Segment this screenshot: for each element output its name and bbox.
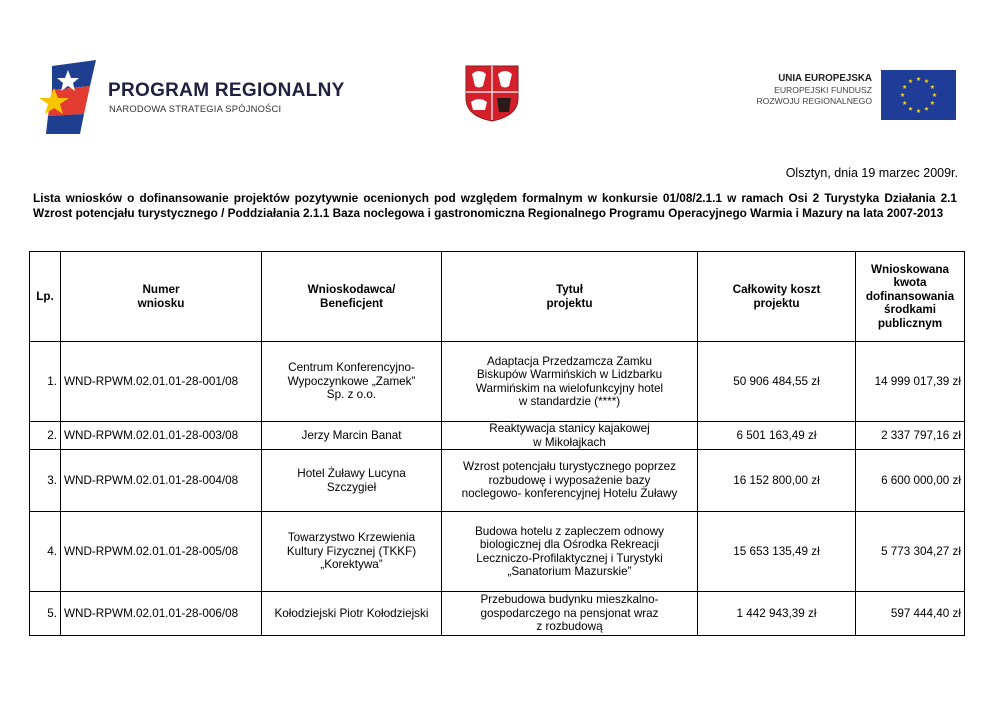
header-beneficjent: Wnioskodawca/ Beneficjent <box>262 252 442 342</box>
table-row <box>30 342 965 422</box>
program-regionalny-logo <box>38 56 378 136</box>
cell-numer: WND-RPWM.02.01.01-28-001/08 <box>61 342 262 422</box>
cell-kwota: 6 600 000,00 zł <box>856 450 965 512</box>
eu-flag-icon <box>881 70 956 120</box>
cell-koszt: 50 906 484,55 zł <box>698 342 856 422</box>
header-tytul: Tytuł projektu <box>442 252 698 342</box>
cell-tytul: Adaptacja Przedzamcza Zamku Biskupów Warmińskich w Lidzbarku Warmińskim na wielofunkcyjny hotel w standardzie (****) <box>442 342 698 422</box>
table-header-row <box>30 252 965 342</box>
cell-tytul: Przebudowa budynku mieszkalno- gospodarczego na pensjonat wraz z rozbudową <box>442 592 698 636</box>
header-kwota: Wnioskowana kwota dofinansowania środkami publicznym <box>856 252 965 342</box>
cell-beneficjent: Centrum Konferencyjno- Wypoczynkowe „Zamek” Sp. z o.o. <box>262 342 442 422</box>
eu-name: UNIA EUROPEJSKA <box>778 73 872 84</box>
table-row <box>30 422 965 450</box>
cell-lp: 4. <box>30 512 61 592</box>
program-subtitle: NARODOWA STRATEGIA SPÓJNOŚCI <box>109 103 282 114</box>
cell-koszt: 6 501 163,49 zł <box>698 422 856 450</box>
cell-beneficjent: Towarzystwo Krzewienia Kultury Fizycznej (TKKF) „Korektywa” <box>262 512 442 592</box>
cell-tytul: Reaktywacja stanicy kajakowej w Mikołajkach <box>442 422 698 450</box>
cell-tytul: Wzrost potencjału turystycznego poprzez rozbudowę i wyposażenie bazy noclegowo- konferencyjnej Hotelu Żuławy <box>442 450 698 512</box>
program-star-flag-icon <box>38 56 108 136</box>
document-title: Lista wniosków o dofinansowanie projektów pozytywnie ocenionych pod względem formalnym w konkursie 01/08/2.1.1 w ramach Osi 2 Turystyka Działania 2.1 Wzrost potencjału turystycznego / Poddziałania 2.1.1 Baza noclegowa i gastronomiczna Regionalnego Programu Operacyjnego Warmia i Mazury na lata 2007-2013 <box>33 191 957 220</box>
cell-kwota: 597 444,40 zł <box>856 592 965 636</box>
applications-table <box>29 251 965 636</box>
eu-text <box>756 72 872 107</box>
cell-koszt: 16 152 800,00 zł <box>698 450 856 512</box>
cell-lp: 3. <box>30 450 61 512</box>
cell-tytul: Budowa hotelu z zapleczem odnowy biologicznej dla Ośrodka Rekreacji Leczniczo-Profilaktycznej i Turystyki „Sanatorium Mazurskie” <box>442 512 698 592</box>
cell-lp: 1. <box>30 342 61 422</box>
warmia-mazury-crest-icon <box>463 64 521 122</box>
table-row <box>30 592 965 636</box>
date-line: Olsztyn, dnia 19 marzec 2009r. <box>785 166 958 180</box>
eu-logo-block <box>720 70 960 122</box>
cell-kwota: 14 999 017,39 zł <box>856 342 965 422</box>
header-koszt: Całkowity koszt projektu <box>698 252 856 342</box>
eu-fund-line2: ROZWOJU REGIONALNEGO <box>756 96 872 106</box>
cell-numer: WND-RPWM.02.01.01-28-004/08 <box>61 450 262 512</box>
table-row <box>30 450 965 512</box>
program-title: PROGRAM REGIONALNY <box>108 80 345 101</box>
header-numer: Numer wniosku <box>61 252 262 342</box>
cell-kwota: 2 337 797,16 zł <box>856 422 965 450</box>
cell-kwota: 5 773 304,27 zł <box>856 512 965 592</box>
cell-lp: 2. <box>30 422 61 450</box>
cell-numer: WND-RPWM.02.01.01-28-005/08 <box>61 512 262 592</box>
eu-fund-line1: EUROPEJSKI FUNDUSZ <box>774 85 872 95</box>
cell-koszt: 15 653 135,49 zł <box>698 512 856 592</box>
cell-koszt: 1 442 943,39 zł <box>698 592 856 636</box>
cell-beneficjent: Jerzy Marcin Banat <box>262 422 442 450</box>
cell-beneficjent: Kołodziejski Piotr Kołodziejski <box>262 592 442 636</box>
header-lp: Lp. <box>30 252 61 342</box>
cell-beneficjent: Hotel Żuławy Lucyna Szczygieł <box>262 450 442 512</box>
cell-lp: 5. <box>30 592 61 636</box>
cell-numer: WND-RPWM.02.01.01-28-003/08 <box>61 422 262 450</box>
table-row <box>30 512 965 592</box>
cell-numer: WND-RPWM.02.01.01-28-006/08 <box>61 592 262 636</box>
